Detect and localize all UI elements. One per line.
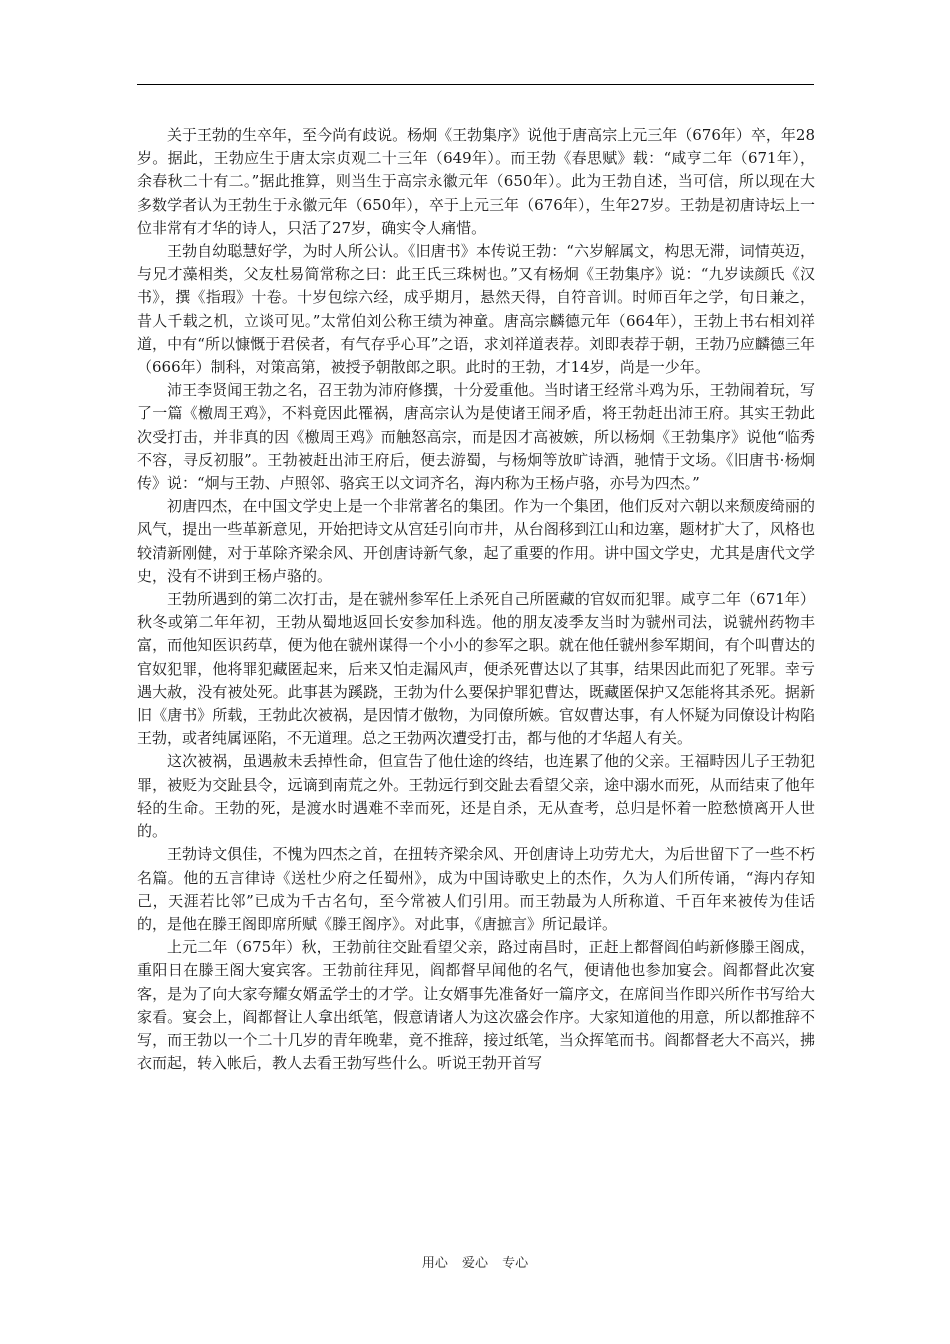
paragraph-second-blow: 王勃所遇到的第二次打击，是在虢州参军任上杀死自己所匿藏的官奴而犯罪。咸亨二年（671年）秋冬或第二年年初，王勃从蜀地返回长安参加科选。他的朋友凌季友当时为虢州司法，说虢州药物丰富，而他知医识药草，便为他在虢州谋得一个小小的参军之职。就在他任虢州参军期间，有个叫曹达的官奴犯罪，他将罪犯藏匿起来，后来又怕走漏风声，便杀死曹达以了其事，结果因此而犯了死罪。幸亏遇大赦，没有被处死。此事甚为蹊跷，王勃为什么要保护罪犯曹达，既藏匿保护又怎能将其杀死。据新旧《唐书》所载，王勃此次被祸，是因情才傲物，为同僚所嫉。官奴曹达事，有人怀疑为同僚设计构陷王勃，或者纯属诬陷，不无道理。总之王勃两次遭受打击，都与他的才华超人有关。	[137, 590, 815, 748]
paragraph-works: 王勃诗文俱佳，不愧为四杰之首，在扭转齐梁余风、开创唐诗上功劳尤大，为后世留下了一些不朽名篇。他的五言律诗《送杜少府之任蜀州》，成为中国诗歌史上的杰作，久为人们所传诵，“海内存知己，天涯若比邻”已成为千古名句，至今常被人们引用。而王勃最为人所称道、千百年来被传为佳话的，是他在滕王阁即席所赋《滕王阁序》。对此事，《唐摭言》所记最详。	[137, 845, 815, 933]
page-footer: 用心 爱心 专心	[421, 1256, 529, 1271]
paragraph-birth-death: 关于王勃的生卒年，至今尚有歧说。杨炯《王勃集序》说他于唐高宗上元三年（676年）卒，年28岁。据此，王勃应生于唐太宗贞观二十三年（649年）。而王勃《春思赋》载：“咸亨二年（671年），余春秋二十有二。”据此推算，则当生于高宗永徽元年（650年）。此为王勃自述，当可信，所以现在大多数学者认为王勃生于永徽元年（650年），卒于上元三年（676年），生年27岁。王勃是初唐诗坛上一位非常有才华的诗人，只活了27岁，确实令人痛惜。	[137, 126, 815, 237]
paragraph-pei-prince: 沛王李贤闻王勃之名，召王勃为沛府修撰，十分爱重他。当时诸王经常斗鸡为乐，王勃闹着玩，写了一篇《檄周王鸡》，不料竟因此罹祸，唐高宗认为是使诸王闹矛盾，将王勃赶出沛王府。其实王勃此次受打击，并非真的因《檄周王鸡》而触怒高宗，而是因才高被嫉，所以杨炯《王勃集序》说他“临秀不容，寻反初服”。王勃被赶出沛王府后，便去游蜀，与杨炯等放旷诗酒，驰情于文场。《旧唐书·杨炯传》说：“炯与王勃、卢照邻、骆宾王以文词齐名，海内称为王杨卢骆，亦号为四杰。”	[137, 381, 815, 493]
header-rule	[137, 84, 814, 85]
paragraph-tengwang-pavilion: 上元二年（675年）秋，王勃前往交趾看望父亲，路过南昌时，正赶上都督阎伯屿新修滕王阁成，重阳日在滕王阁大宴宾客。王勃前往拜见，阎都督早闻他的名气，便请他也参加宴会。阎都督此次宴客，是为了向大家夸耀女婿孟学士的才学。让女婿事先准备好一篇序文，在席间当作即兴所作书写给大家看。宴会上，阎都督让人拿出纸笔，假意请诸人为这次盛会作序。大家知道他的用意，所以都推辞不写，而王勃以一个二十几岁的青年晚辈，竟不推辞，接过纸笔，当众挥笔而书。阎都督老大不高兴，拂衣而起，转入帐后，教人去看王勃写些什么。听说王勃开首写	[137, 938, 815, 1073]
paragraph-childhood: 王勃自幼聪慧好学，为时人所公认。《旧唐书》本传说王勃：“六岁解属文，构思无滞，词情英迈，与兄才藻相类，父友杜易简常称之曰：此王氏三珠树也。”又有杨炯《王勃集序》说：“九岁读颜氏《汉书》，撰《指瑕》十卷。十岁包综六经，成乎期月，悬然天得，自符音训。时师百年之学，旬日兼之，昔人千载之机，立谈可见。”太常伯刘公称王绩为神童。唐高宗麟德元年（664年），王勃上书右相刘祥道，中有“所以慷慨于君侯者，有气存乎心耳”之语，求刘祥道表荐。刘即表荐于朝，王勃乃应麟德三年（666年）制科，对策高第，被授予朝散郎之职。此时的王勃，才14岁，尚是一少年。	[137, 242, 815, 377]
paragraph-four-masters: 初唐四杰，在中国文学史上是一个非常著名的集团。作为一个集团，他们反对六朝以来颓废绮丽的风气，提出一些革新意见，开始把诗文从宫廷引向市井，从台阁移到江山和边塞，题材扩大了，风格也较清新刚健，对于革除齐梁余风、开创唐诗新气象，起了重要的作用。讲中国文学史，尤其是唐代文学史，没有不讲到王杨卢骆的。	[137, 497, 815, 585]
paragraph-death: 这次被祸，虽遇赦未丢掉性命，但宣告了他仕途的终结，也连累了他的父亲。王福畤因儿子王勃犯罪，被贬为交趾县令，远谪到南荒之外。王勃远行到交趾去看望父亲，途中溺水而死，从而结束了他年轻的生命。王勃的死，是渡水时遇难不幸而死，还是自杀，无从查考，总归是怀着一腔愁愤离开人世的。	[137, 752, 815, 841]
article-body	[137, 124, 815, 1075]
